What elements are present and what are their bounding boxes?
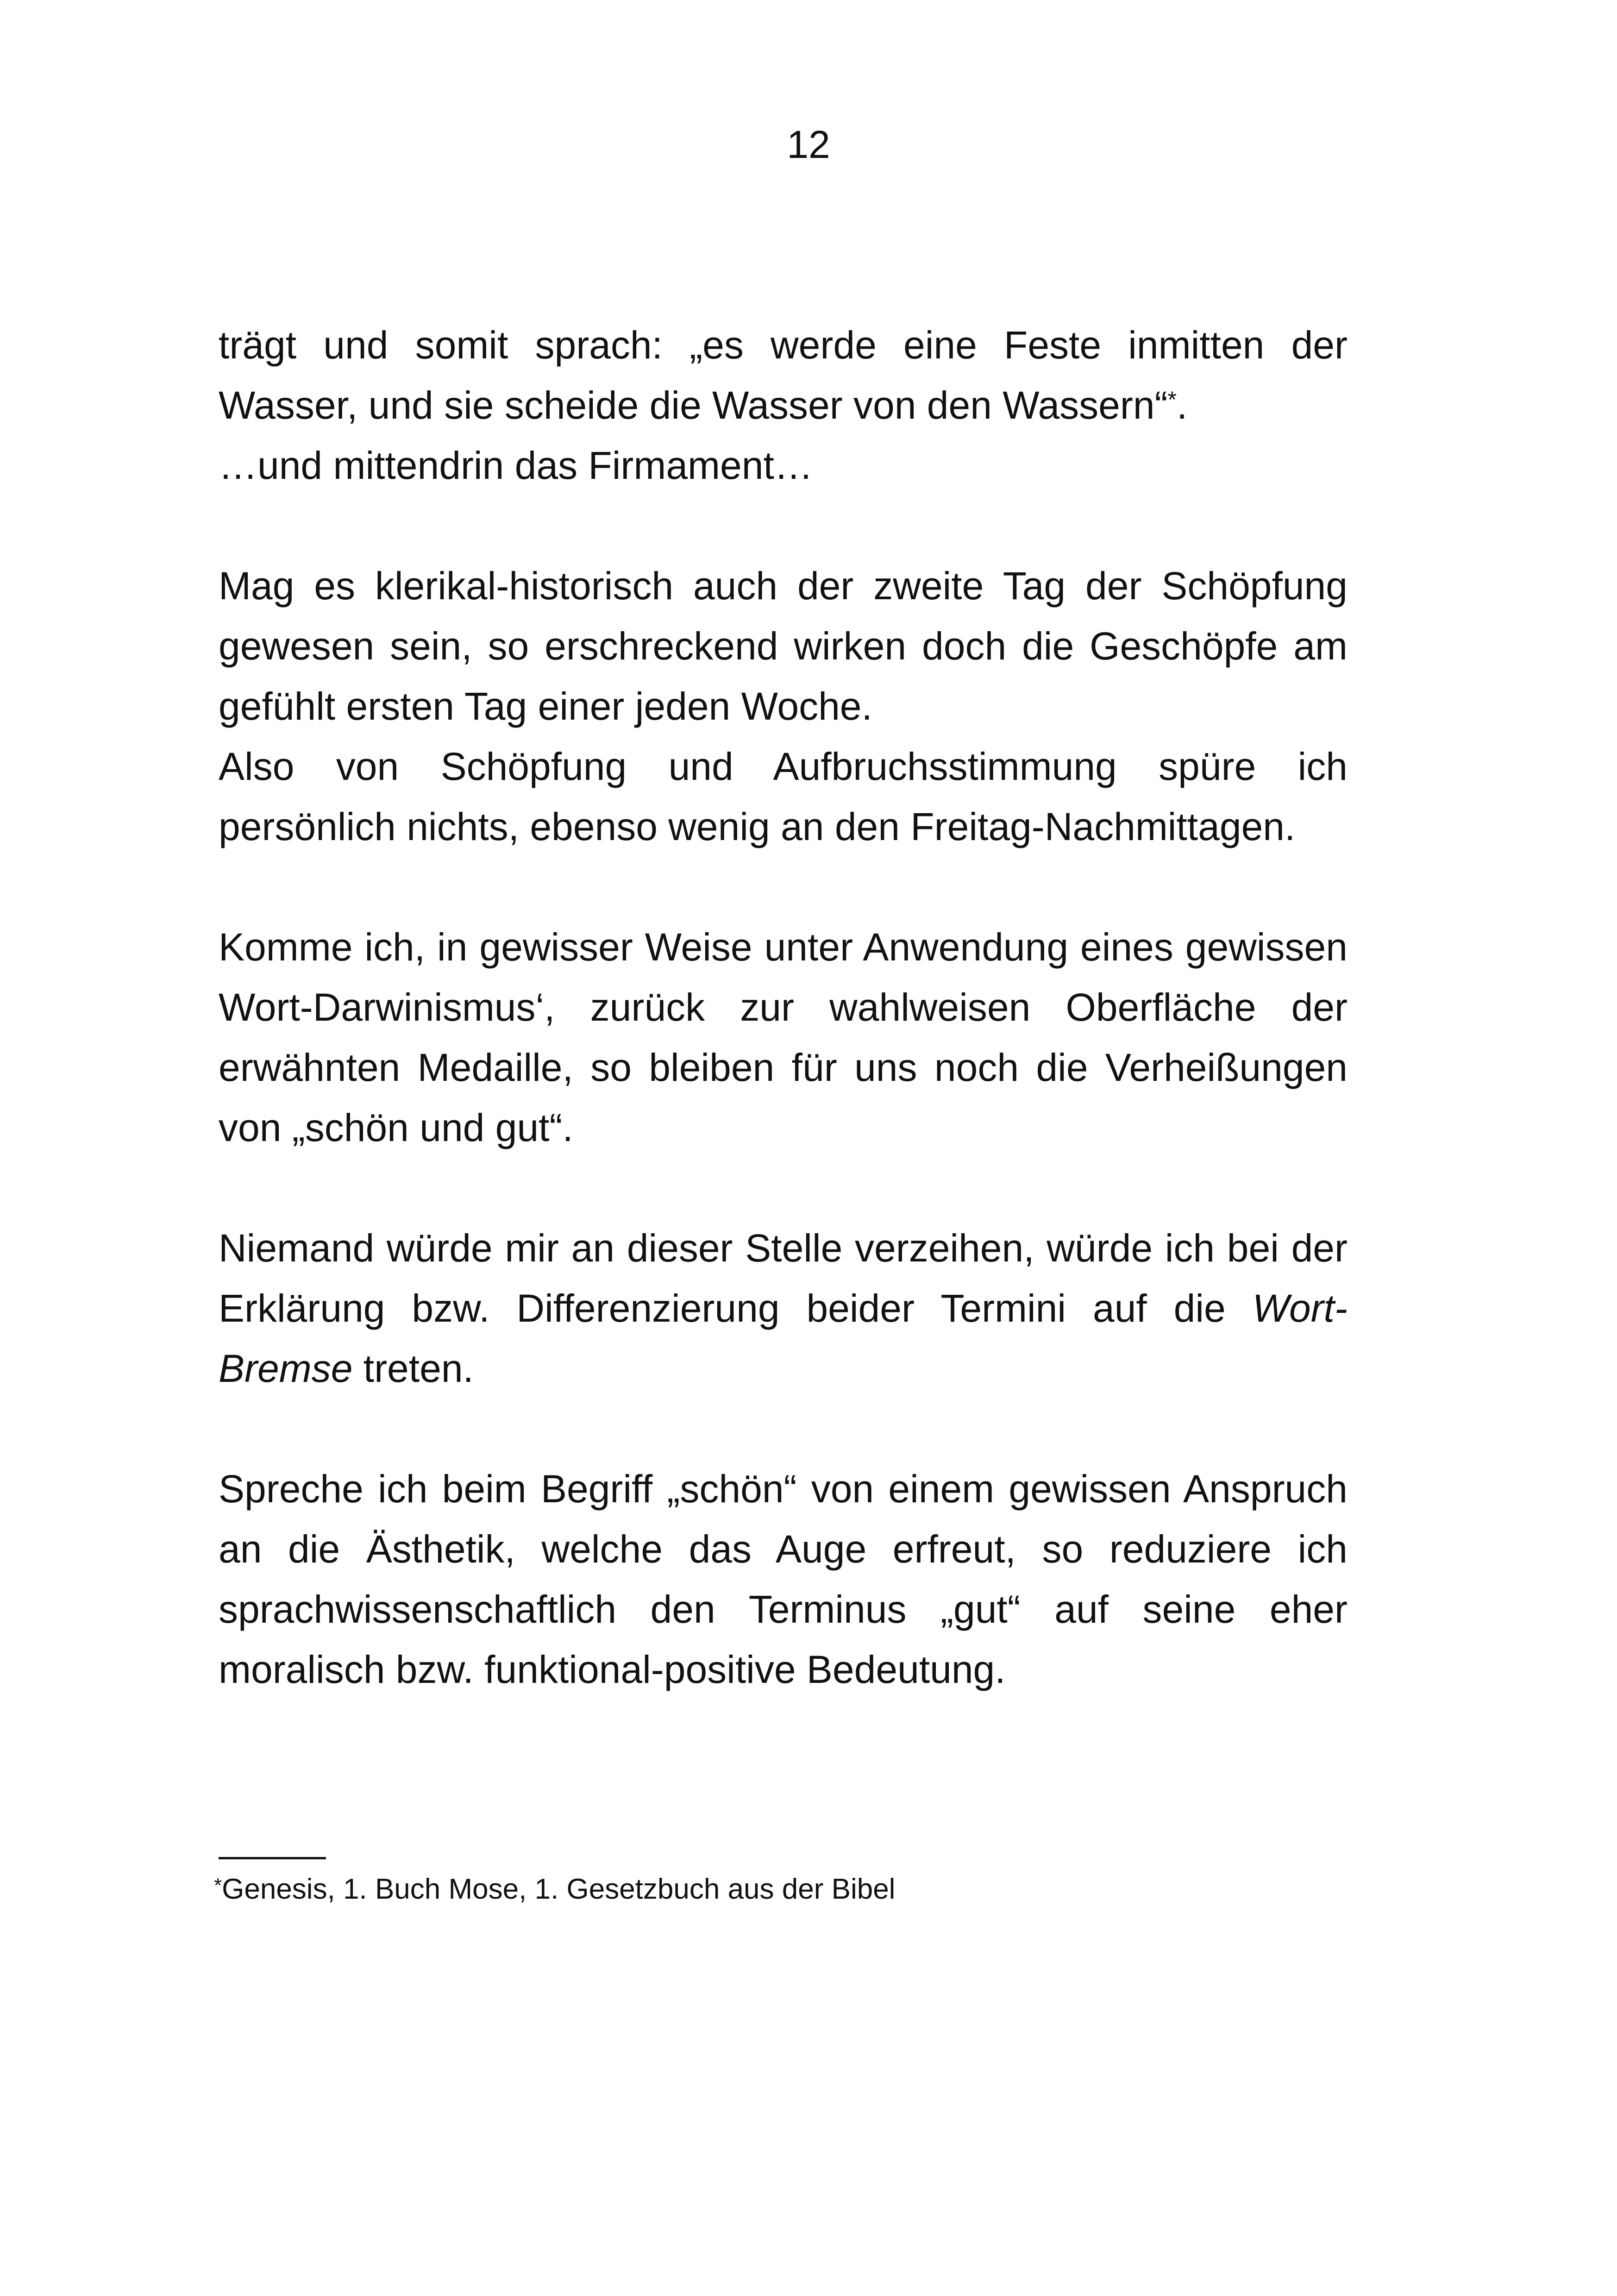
text-line: trägt und somit sprach: „es werde eine Feste inmitten der	[219, 323, 1348, 367]
page-number: 12	[787, 123, 830, 166]
text-segment: Wasser, und sie scheide die Wasser von den Wassern“	[219, 383, 1168, 427]
text-line: Niemand würde mir an dieser Stelle verzeihen, würde ich bei der	[219, 1226, 1348, 1270]
text-segment: .	[1177, 383, 1188, 427]
italic-text: Bremse	[219, 1347, 353, 1390]
italic-text: Wort-	[1252, 1286, 1348, 1330]
footnote-marker: *	[1167, 387, 1177, 413]
paragraph-4	[219, 1218, 1348, 1399]
text-line: persönlich nichts, ebenso wenig an den Freitag-Nachmittagen.	[219, 805, 1296, 848]
text-segment: treten.	[352, 1347, 474, 1390]
text-line: gefühlt ersten Tag einer jeden Woche.	[219, 684, 872, 728]
text-line: gewesen sein, so erschreckend wirken doch die Geschöpfe am	[219, 624, 1348, 668]
footnote-marker: *	[214, 1874, 222, 1897]
text-line: Spreche ich beim Begriff „schön“ von einem gewissen Anspruch	[219, 1467, 1348, 1511]
paragraph-2	[219, 556, 1348, 857]
text-line	[219, 375, 1348, 435]
text-line	[219, 1278, 1348, 1338]
footnote	[214, 1871, 895, 1908]
text-line: moralisch bzw. funktional-positive Bedeutung.	[219, 1648, 1006, 1691]
paragraph-1	[219, 315, 1348, 496]
text-line: Wort-Darwinismus‘, zurück zur wahlweisen Oberfläche der	[219, 985, 1348, 1029]
text-line	[219, 1338, 1348, 1399]
text-segment: Erklärung bzw. Differenzierung beider Termini auf die	[219, 1286, 1253, 1330]
body-text	[219, 315, 1348, 1760]
footnote-text: Genesis, 1. Buch Mose, 1. Gesetzbuch aus der Bibel	[222, 1873, 896, 1905]
footnote-separator	[219, 1857, 326, 1859]
text-line: an die Ästhetik, welche das Auge erfreut, so reduziere ich	[219, 1527, 1348, 1571]
text-line: Also von Schöpfung und Aufbruchsstimmung spüre ich	[219, 745, 1348, 788]
text-line: Komme ich, in gewisser Weise unter Anwendung eines gewissen	[219, 925, 1348, 969]
text-line: sprachwissenschaftlich den Terminus „gut“ auf seine eher	[219, 1587, 1348, 1631]
text-line: …und mittendrin das Firmament…	[219, 444, 813, 487]
text-line: von „schön und gut“.	[219, 1106, 573, 1149]
paragraph-5	[219, 1459, 1348, 1700]
paragraph-3	[219, 917, 1348, 1158]
text-line: Mag es klerikal-historisch auch der zweite Tag der Schöpfung	[219, 564, 1348, 608]
text-line: erwähnten Medaille, so bleiben für uns noch die Verheißungen	[219, 1046, 1348, 1089]
